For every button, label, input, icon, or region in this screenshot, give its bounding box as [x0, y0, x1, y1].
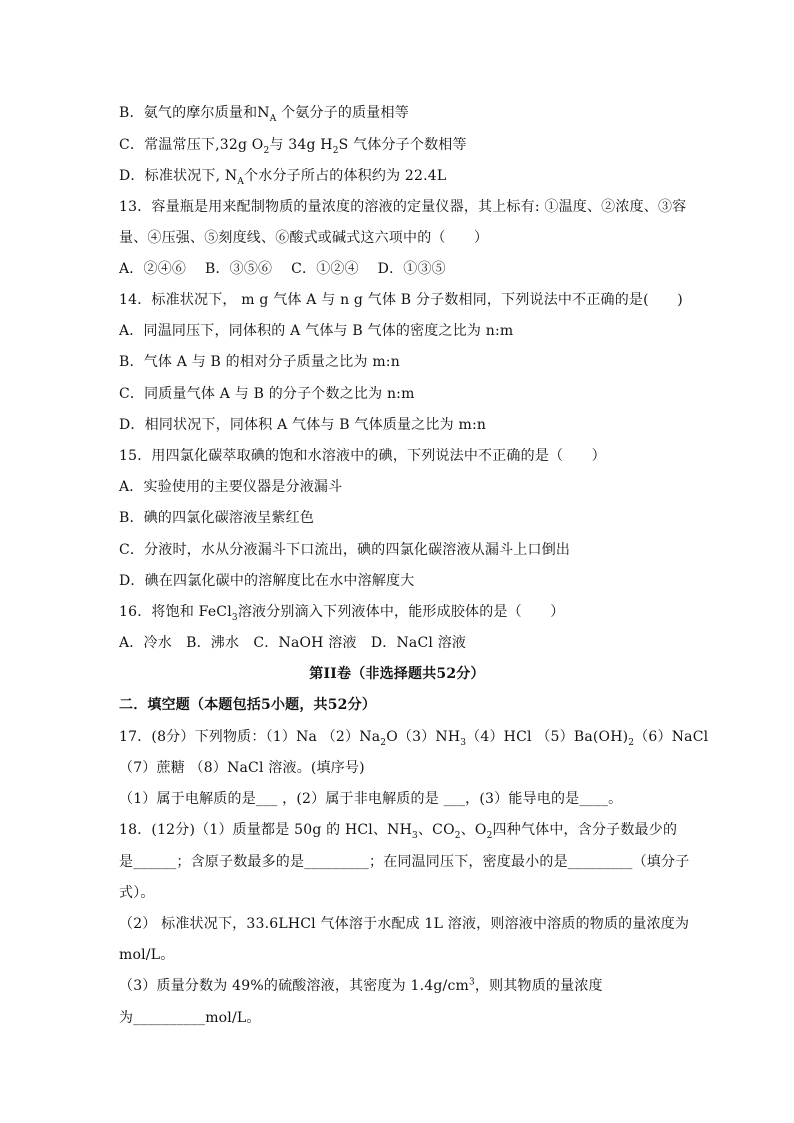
question-15-stem: 15．用四氯化碳萃取碘的饱和水溶液中的碘，下列说法中不正确的是（ ） — [119, 448, 606, 464]
question-13-line1: 13．容量瓶是用来配制物质的量浓度的溶液的定量仪器，其上标有: ①温度、②浓度、③容 — [119, 199, 687, 215]
option-15c: C．分液时，水从分液漏斗下口流出，碘的四氯化碳溶液从漏斗上口倒出 — [119, 542, 571, 558]
fill-blank-heading: 二．填空题（本题包括5小题，共52分） — [119, 697, 377, 713]
option-14d: D．相同状况下，同体积 A 气体与 B 气体质量之比为 m:n — [119, 417, 487, 433]
question-13-line2: 量、④压强、⑤刻度线、⑥酸式或碱式这六项中的（ ） — [119, 230, 489, 246]
question-17-line2: （7）蔗糖 （8）NaCl 溶液。(填序号) — [119, 760, 365, 776]
question-18-part2: （2） 标准状况下，33.6LHCl 气体溶于水配成 1L 溶液，则溶液中溶质的物质的量浓度为 — [119, 916, 690, 932]
question-18-part3: （3）质量分数为 49%的硫酸溶液，其密度为 $1.4g/cm^3$，则其物质的量浓度 — [119, 977, 603, 994]
question-13-options: A．②④⑥ B．③⑤⑥ C．①②④ D．①③⑤ — [119, 261, 446, 277]
question-18-part2-unit: mol/L。 — [119, 947, 175, 963]
question-18-part3-answer: 为__________mol/L。 — [119, 1010, 261, 1026]
question-17-line1: 17．(8分）下列物质：（1）Na $(2)Na_2O(3)NH_3(4)HCl$ $(5)Ba(OH)_2(6)NaCl$ — [119, 729, 709, 748]
option-12c: C．常温常压下,32g $O_2$与 34g $H_2S$ 气体分子个数相等 — [119, 137, 467, 156]
section-2-title: 第II卷（非选择题共52分） — [309, 666, 485, 682]
question-16-options: A．冷水 B．沸水 C．NaOH 溶液 D．NaCl 溶液 — [119, 635, 467, 651]
question-18-line2: 是______；含原子数最多的是_________；在同温同压下，密度最小的是_________（填分子 — [119, 854, 690, 870]
option-14a: A．同温同压下，同体积的 A 气体与 B 气体的密度之比为 n:m — [119, 323, 514, 339]
question-17-blanks: （1）属于电解质的是___ ，(2）属于非电解质的是 ___，(3）能导电的是____。 — [119, 791, 623, 807]
option-15d: D．碘在四氯化碳中的溶解度比在水中溶解度大 — [119, 573, 415, 589]
option-15a: A．实验使用的主要仪器是分液漏斗 — [119, 479, 343, 495]
question-18-line3: 式）。 — [119, 885, 155, 901]
option-15b: B．碘的四氯化碳溶液呈紫红色 — [119, 510, 315, 526]
option-12b: B．氨气的摩尔质量和$N_A$ 个氨分子的质量相等 — [119, 105, 409, 124]
question-16-stem: 16．将饱和 FeCl$_3$溶液分别滴入下列液体中，能形成胶体的是（ ） — [119, 604, 565, 623]
option-12d: D．标准状况下, $N_A$个水分子所占的体积约为 22.4L — [119, 168, 447, 187]
question-18-line1: 18．(12分)（1）质量都是 50g 的 HCl、$NH_3$、$CO_2$、$O_2$四种气体中，含分子数最少的 — [119, 822, 678, 841]
option-14c: C．同质量气体 A 与 B 的分子个数之比为 n:m — [119, 386, 415, 402]
question-14-stem: 14．标准状况下， m g 气体 A 与 n g 气体 B 分子数相同，下列说法中不正确的是( ) — [119, 292, 683, 308]
option-14b: B．气体 A 与 B 的相对分子质量之比为 m:n — [119, 354, 400, 370]
